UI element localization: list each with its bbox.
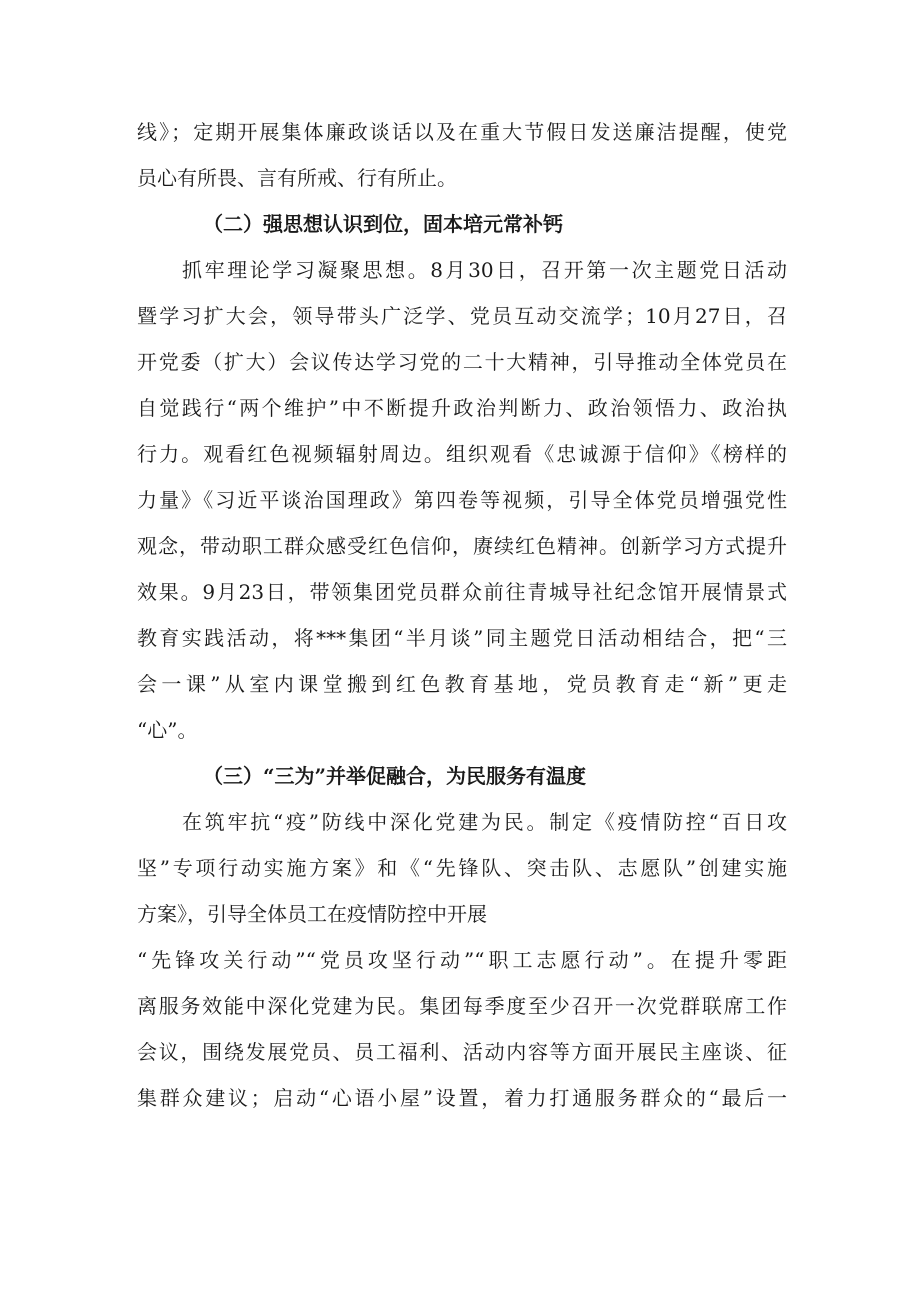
text-line: 效果。9月23日，带领集团党员群众前往青城导社纪念馆开展情景式 <box>137 580 787 604</box>
text-line: 线》；定期开展集体廉政谈话以及在重大节假日发送廉洁提醒，使党 <box>137 120 787 144</box>
text-line: 方案》，引导全体员工在疫情防控中开展 <box>137 902 487 926</box>
text-line: 开党委（扩大）会议传达学习党的二十大精神，引导推动全体党员在 <box>137 350 787 374</box>
text-line: 自觉践行“两个维护”中不断提升政治判断力、政治领悟力、政治执 <box>137 396 787 420</box>
text-line: 抓牢理论学习凝聚思想。8月30日，召开第一次主题党日活动 <box>182 258 787 282</box>
text-line: 会一课”从室内课堂搬到红色教育基地，党员教育走“新”更走 <box>137 672 787 696</box>
text-line: 坚”专项行动实施方案》和《“先锋队、突击队、志愿队”创建实施 <box>137 856 787 880</box>
text-line: 员心有所畏、言有所戒、行有所止。 <box>137 166 457 190</box>
text-line: 离服务效能中深化党建为民。集团每季度至少召开一次党群联席工作 <box>137 994 787 1018</box>
text-line: 观念，带动职工群众感受红色信仰，赓续红色精神。创新学习方式提升 <box>137 534 787 558</box>
text-line: “先锋攻关行动”“党员攻坚行动”“职工志愿行动”。在提升零距 <box>137 948 787 972</box>
paragraph-serve-people <box>137 799 787 1121</box>
section-heading-2: （二）强思想认识到位，固本培元常补钙 <box>203 212 563 236</box>
document-body <box>137 109 787 1121</box>
section-heading-3: （三）“三为”并举促融合，为民服务有温度 <box>203 764 587 788</box>
text-line: 暨学习扩大会，领导带头广泛学、党员互动交流学；10月27日，召 <box>137 304 787 328</box>
text-line: 集群众建议；启动“心语小屋”设置，着力打通服务群众的“最后一 <box>137 1086 787 1110</box>
text-line: 行力。观看红色视频辐射周边。组织观看《忠诚源于信仰》《榜样的 <box>137 442 787 466</box>
text-line: 会议，围绕发展党员、员工福利、活动内容等方面开展民主座谈、征 <box>137 1040 787 1064</box>
text-line: 教育实践活动，将***集团“半月谈”同主题党日活动相结合，把“三 <box>137 626 787 650</box>
text-line: “心”。 <box>137 718 198 742</box>
paragraph-theory-study <box>137 247 787 753</box>
text-line: 在筑牢抗“疫”防线中深化党建为民。制定《疫情防控“百日攻 <box>182 810 787 834</box>
paragraph-continuation <box>137 109 787 201</box>
text-line: 力量》《习近平谈治国理政》第四卷等视频，引导全体党员增强党性 <box>137 488 787 512</box>
